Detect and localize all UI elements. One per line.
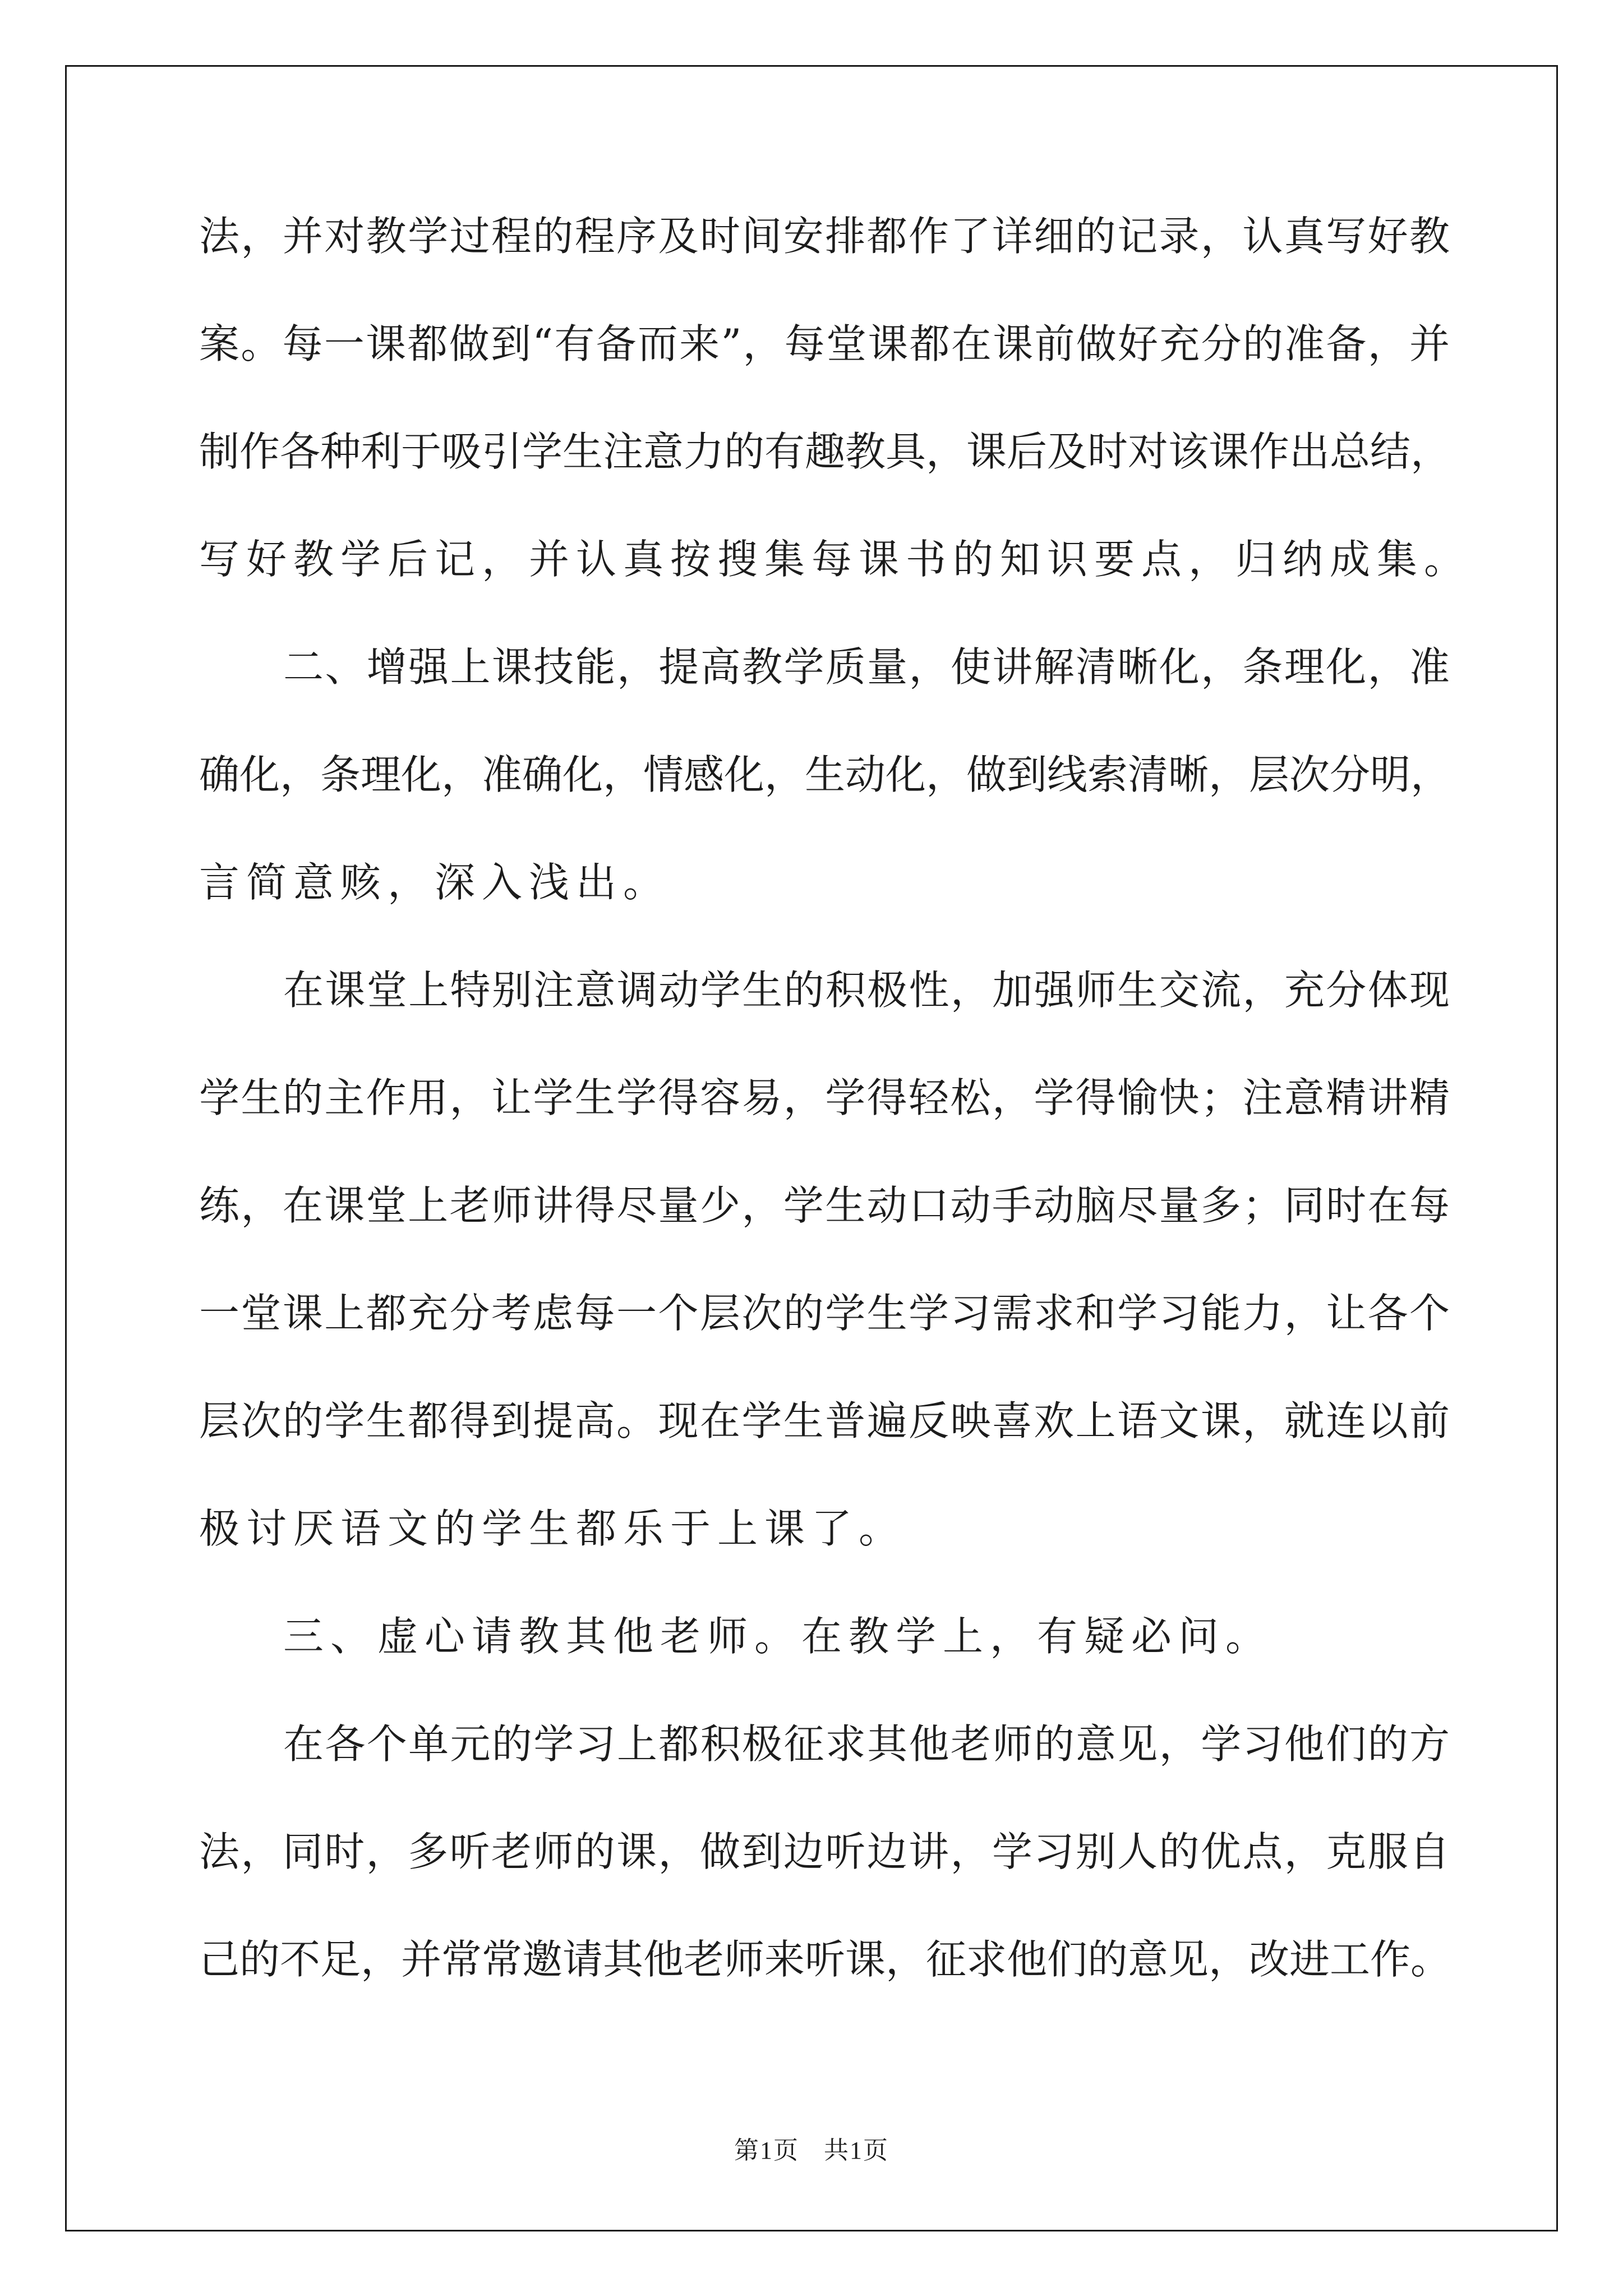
text-line: 己的不足，并常常邀请其他老师来听课，征求他们的意见，改进工作。 — [199, 1936, 1451, 1983]
text-line: 言简意赅，深入浅出。 — [199, 859, 671, 906]
text-line: 层次的学生都得到提高。现在学生普遍反映喜欢上语文课，就连以前 — [199, 1397, 1450, 1444]
text-line: 法，同时，多听老师的课，做到边听边讲，学习别人的优点，克服自 — [199, 1828, 1450, 1875]
text-line: 制作各种利于吸引学生注意力的有趣教具，课后及时对该课作出总结， — [199, 428, 1451, 475]
page-total: 共1页 — [824, 2137, 889, 2164]
text-line: 极讨厌语文的学生都乐于上课了。 — [199, 1505, 906, 1552]
text-line: 写好教学后记，并认真按搜集每课书的知识要点，归纳成集。 — [199, 536, 1472, 583]
text-line: 在课堂上特别注意调动学生的积极性，加强师生交流，充分体现 — [283, 967, 1450, 1014]
document-body — [199, 213, 1472, 2047]
page-number: 第1页 — [734, 2137, 799, 2164]
text-line: 一堂课上都充分考虑每一个层次的学生学习需求和学习能力，让各个 — [199, 1290, 1450, 1337]
text-line: 案。每一课都做到“有备而来”，每堂课都在课前做好充分的准备，并 — [199, 320, 1450, 367]
text-line: 确化，条理化，准确化，情感化，生动化，做到线索清晰，层次分明， — [199, 751, 1451, 798]
section-heading-line: 三、虚心请教其他老师。在教学上，有疑必问。 — [283, 1613, 1273, 1660]
text-line: 在各个单元的学习上都积极征求其他老师的意见，学习他们的方 — [283, 1720, 1450, 1768]
text-line: 学生的主作用，让学生学得容易，学得轻松，学得愉快；注意精讲精 — [199, 1074, 1450, 1121]
text-line: 法，并对教学过程的程序及时间安排都作了详细的记录，认真写好教 — [199, 213, 1450, 260]
text-line: 练，在课堂上老师讲得尽量少，学生动口动手动脑尽量多；同时在每 — [199, 1182, 1450, 1229]
page-footer — [0, 2130, 1623, 2166]
section-heading-line: 二、增强上课技能，提高教学质量，使讲解清晰化，条理化，准 — [283, 643, 1450, 691]
